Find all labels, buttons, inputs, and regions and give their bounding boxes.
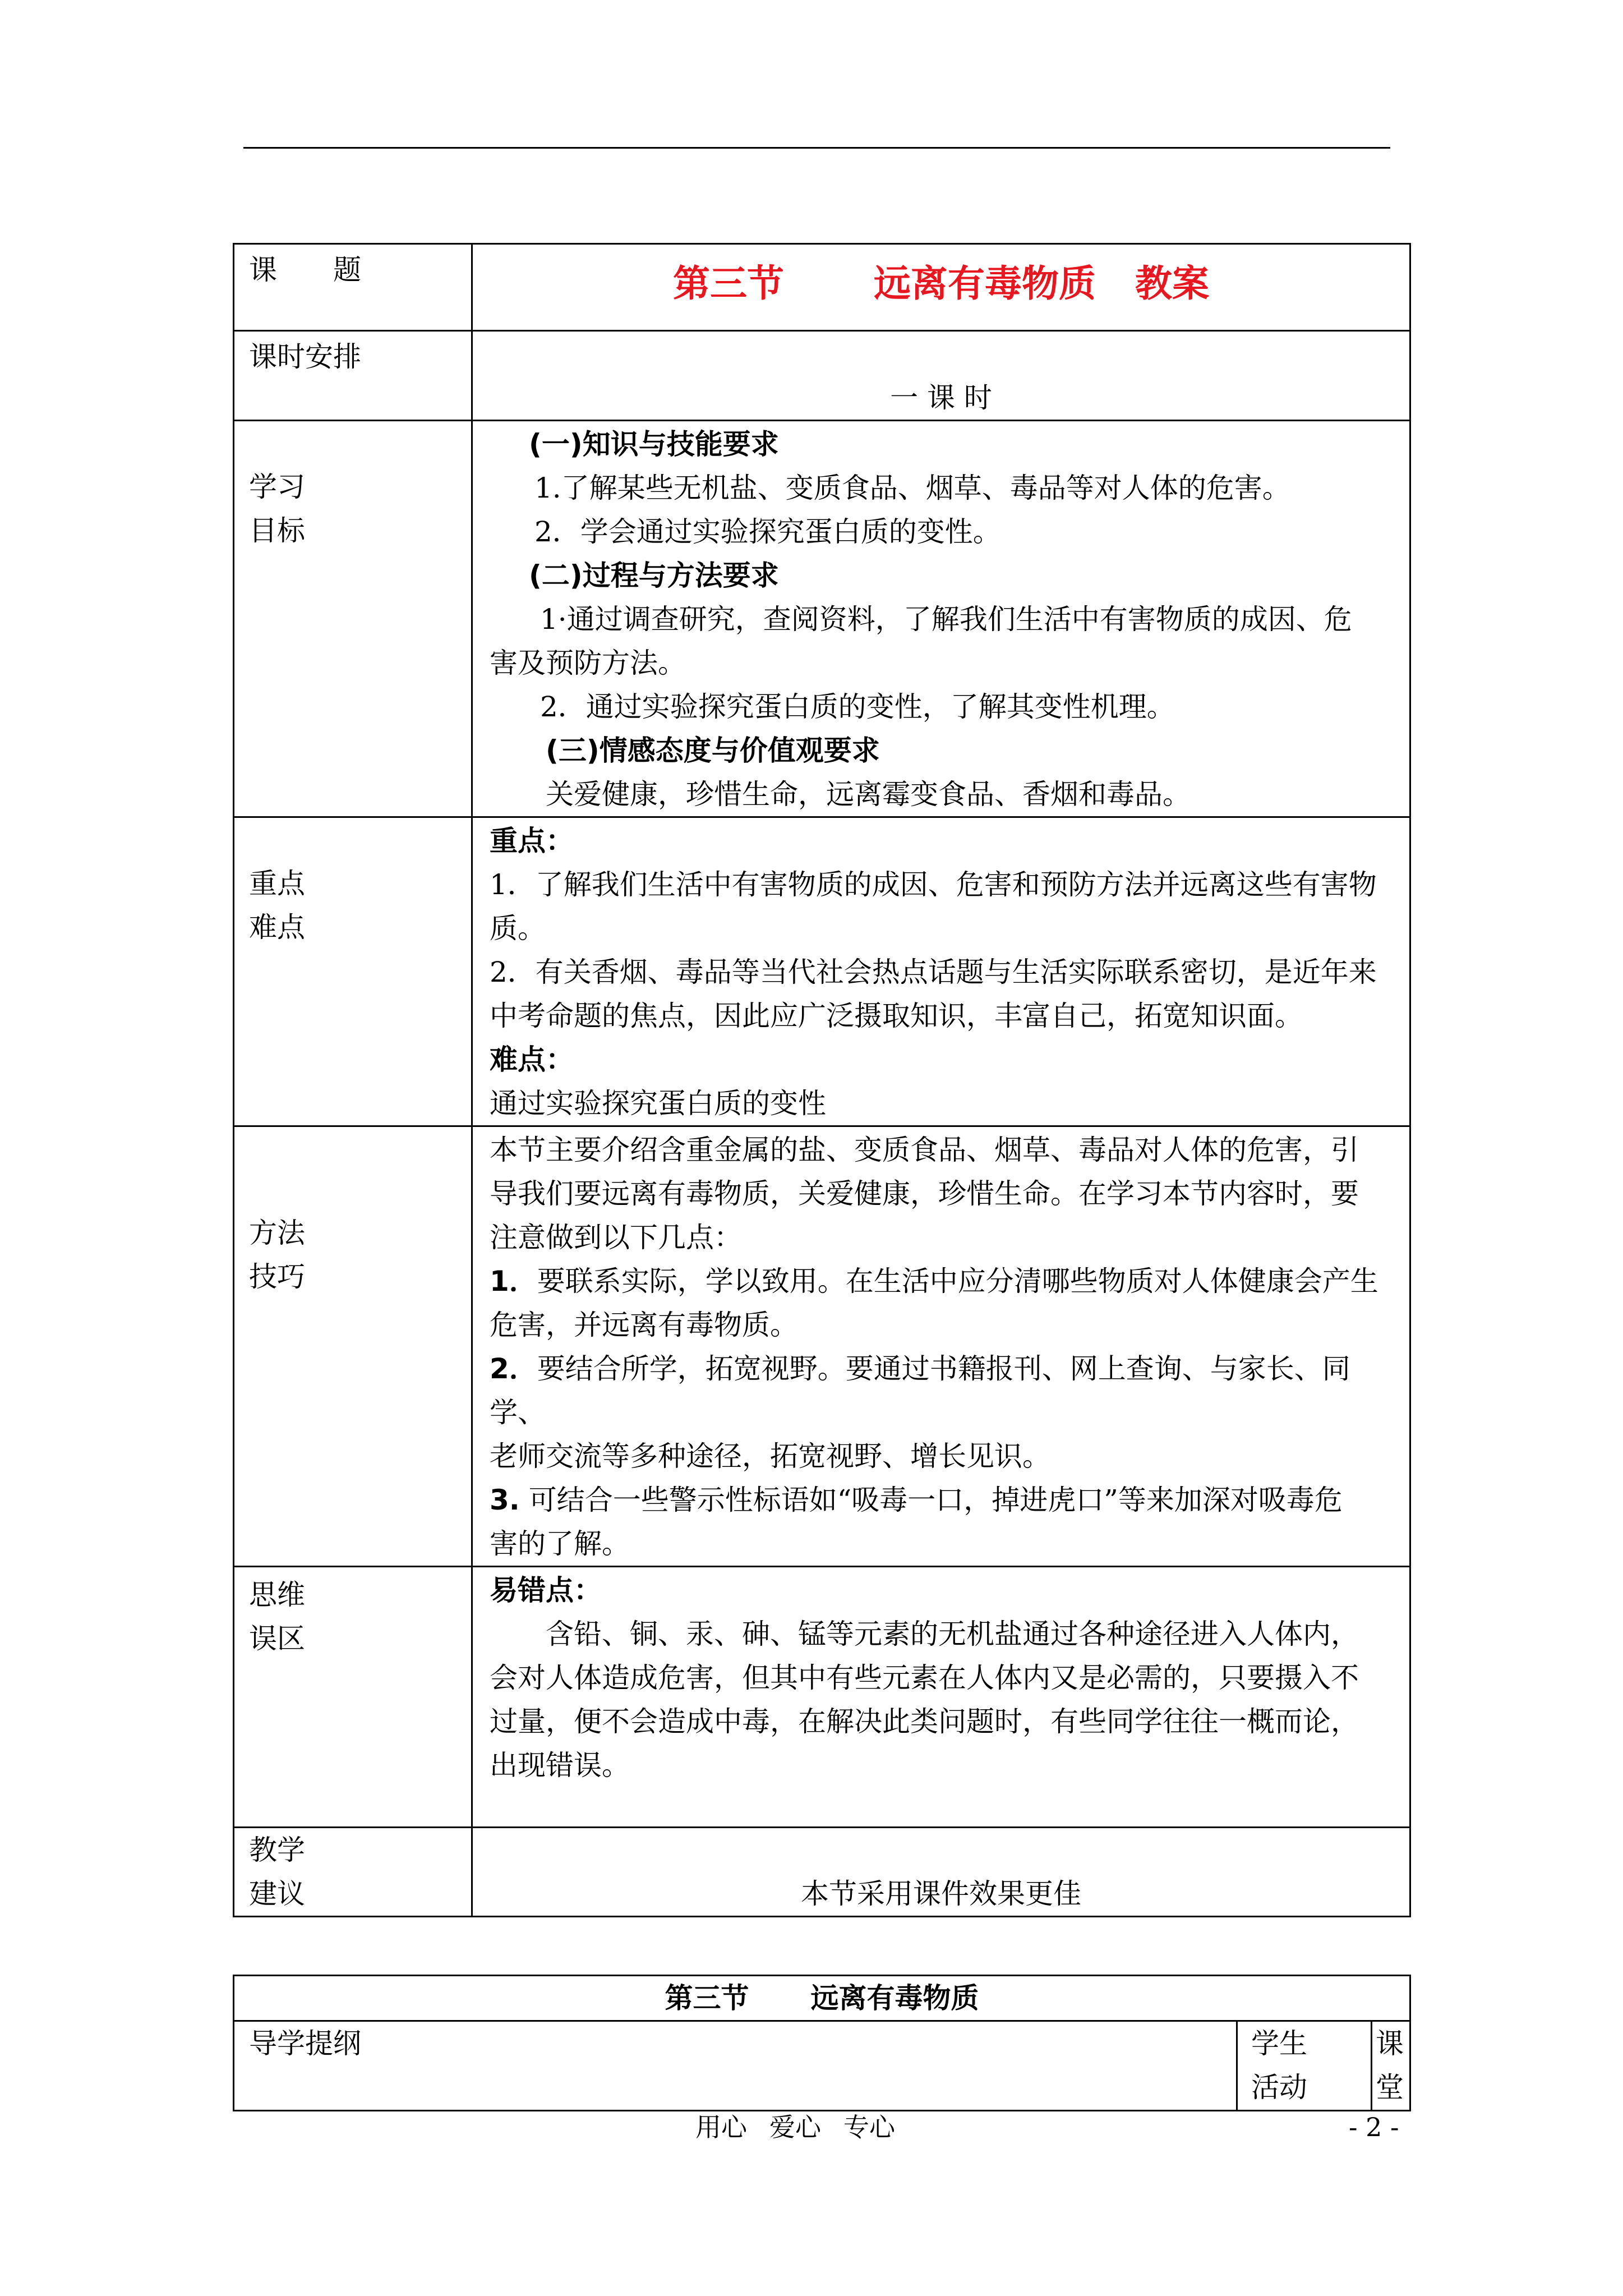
row-misconceptions bbox=[234, 1567, 1410, 1828]
label-methods: 方法 技巧 bbox=[234, 1126, 472, 1567]
advice-value: 本节采用课件效果更佳 bbox=[472, 1828, 1410, 1917]
schedule-value: 一 课 时 bbox=[472, 331, 1410, 421]
lesson-title bbox=[472, 244, 1410, 331]
key-points-content: 重点： 1．了解我们生活中有害物质的成因、危害和预防方法并远离这些有害物 质。 2．有关香烟、毒品等当代社会热点话题与生活实际联系密切，是近年来 中考命题的焦点，因此应广泛摄取知识，丰富自己，拓宽知识面。 难点： 通过实验探究蛋白质的变性 bbox=[472, 817, 1410, 1126]
page-number: - 2 - bbox=[1349, 2112, 1399, 2142]
guide-title: 第三节 远离有毒物质 bbox=[234, 1976, 1410, 2021]
row-topic bbox=[234, 244, 1410, 331]
row-methods bbox=[234, 1126, 1410, 1567]
row-key-points bbox=[234, 817, 1410, 1126]
guide-header-row bbox=[234, 2021, 1410, 2111]
header-rule bbox=[243, 147, 1390, 149]
objectives-content: (一)知识与技能要求 1.了解某些无机盐、变质食品、烟草、毒品等对人体的危害。 2．学会通过实验探究蛋白质的变性。 (二)过程与方法要求 1·通过调查研究，查阅资料，了解我们生活中有害物质的成因、危 害及预防方法。 2．通过实验探究蛋白质的变性，了解其变性机理。 (三)情感态度与价值观要求 关爱健康，珍惜生命，远离霉变食品、香烟和毒品。 bbox=[472, 421, 1410, 817]
row-objectives bbox=[234, 421, 1410, 817]
guide-outline-header: 导学提纲 bbox=[234, 2021, 1237, 2111]
guide-title-row bbox=[234, 1976, 1410, 2021]
misconceptions-content: 易错点： 含铅、铜、汞、砷、锰等元素的无机盐通过各种途径进入人体内， 会对人体造成危害，但其中有些元素在人体内又是必需的，只要摄入不 过量，便不会造成中毒，在解决此类问题时，有些同学往往一概而论， 出现错误。 bbox=[472, 1567, 1410, 1828]
footer-motto: 用心 爱心 专心 bbox=[695, 2112, 895, 2142]
row-schedule bbox=[234, 331, 1410, 421]
guide-student-activity-header: 学生 活动 bbox=[1237, 2021, 1372, 2111]
label-objectives: 学习 目标 bbox=[234, 421, 472, 817]
label-advice: 教学 建议 bbox=[234, 1828, 472, 1917]
guide-class-header: 课 堂 bbox=[1372, 2021, 1410, 2111]
study-guide-table bbox=[233, 1975, 1411, 2111]
methods-content: 本节主要介绍含重金属的盐、变质食品、烟草、毒品对人体的危害，引 导我们要远离有毒物质，关爱健康，珍惜生命。在学习本节内容时，要 注意做到以下几点： 1．要联系实际，学以致用。在生活中应分清哪些物质对人体健康会产生 危害，并远离有毒物质。 2．要结合所学，拓宽视野。要通过书籍报刊、网上查询、与家长、同学、 老师交流等多种途径，拓宽视野、增长见识。 3. 可结合一些警示性标语如“吸毒一口，掉进虎口”等来加深对吸毒危 害的了解。 bbox=[472, 1126, 1410, 1567]
title-suffix: 教案 bbox=[1135, 262, 1209, 305]
label-topic: 课 题 bbox=[234, 244, 472, 331]
title-topic: 远离有毒物质 bbox=[874, 262, 1096, 305]
label-key-points: 重点 难点 bbox=[234, 817, 472, 1126]
label-misconceptions: 思维 误区 bbox=[234, 1567, 472, 1828]
title-section: 第三节 bbox=[673, 262, 784, 305]
lesson-plan-table bbox=[233, 243, 1411, 1917]
label-schedule: 课时安排 bbox=[234, 331, 472, 421]
row-advice bbox=[234, 1828, 1410, 1917]
